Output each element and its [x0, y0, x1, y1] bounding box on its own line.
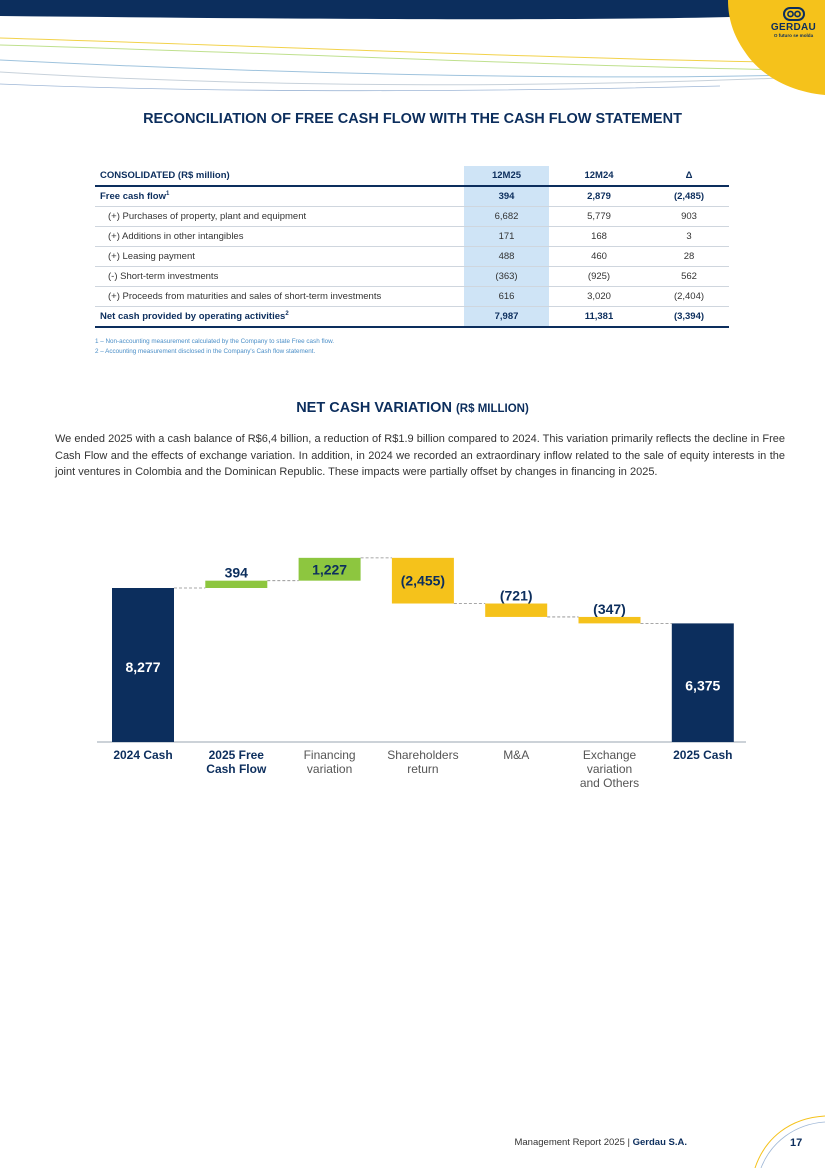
bar-4	[485, 604, 547, 617]
cell-12m24: 5,779	[549, 207, 649, 227]
cell-delta: 903	[649, 207, 729, 227]
header-delta: Δ	[649, 166, 729, 186]
data-label-1: 394	[224, 564, 248, 581]
row-label: (-) Short-term investments	[95, 267, 464, 287]
category-label-2-line-0: Financing	[303, 748, 356, 762]
data-label-3: (2,455)	[400, 572, 446, 589]
row-label: (+) Purchases of property, plant and equipment	[95, 207, 464, 227]
cell-delta: (2,485)	[649, 186, 729, 207]
category-label-0-line-0: 2024 Cash	[113, 748, 173, 762]
cell-12m25: 6,682	[464, 207, 549, 227]
cell-12m24: 2,879	[549, 186, 649, 207]
category-label-5-line-1: variation	[586, 762, 633, 776]
footer-arcs-decoration	[745, 1108, 825, 1168]
category-label-3-line-0: Shareholders	[387, 748, 459, 762]
cell-12m25: 616	[464, 287, 549, 307]
category-label-2-line-1: variation	[306, 762, 353, 776]
logo-text: GERDAU	[770, 22, 817, 33]
row-label: (+) Proceeds from maturities and sales of short-term investments	[95, 287, 464, 307]
cell-12m24: 3,020	[549, 287, 649, 307]
page-number: 17	[790, 1137, 803, 1149]
data-label-4: (721)	[499, 587, 533, 604]
row-label: (+) Additions in other intangibles	[95, 227, 464, 247]
body-paragraph: We ended 2025 with a cash balance of R$6,4 billion, a reduction of R$1.9 billion compared to 2024. This variation primarily reflects the decline in Free Cash Flow and the effects of exchange variation. In addition, in 2024 we recorded an extraordinary inflow related to the sale of equity interests in the joint ventures in Colombia and the Dominican Republic. These impacts were partially offset by changes in financing in 2025.	[55, 433, 785, 478]
category-label-1-line-0: 2025 Free	[208, 748, 264, 762]
header-12m25: 12M25	[464, 166, 549, 186]
cell-12m25: 488	[464, 247, 549, 267]
cell-delta: (3,394)	[649, 307, 729, 328]
footer-text: Management Report 2025	[514, 1137, 625, 1148]
cell-delta: 562	[649, 267, 729, 287]
row-label: (+) Leasing payment	[95, 247, 464, 267]
cell-delta: 3	[649, 227, 729, 247]
footer: Management Report 2025 | Gerdau S.A.	[514, 1137, 687, 1148]
footnote-1: 1 – Non-accounting measurement calculated by the Company to state Free cash flow.	[95, 338, 335, 345]
section-title-unit: (R$ MILLION)	[455, 403, 529, 415]
cell-12m25: (363)	[464, 267, 549, 287]
row-label: Free cash flow$^1$	[95, 186, 464, 207]
cell-12m24: 11,381	[549, 307, 649, 328]
section-title-main: NET CASH VARIATION	[296, 400, 452, 416]
footer-company: Gerdau S.A.	[632, 1137, 687, 1148]
header-12m24: 12M24	[549, 166, 649, 186]
data-label-2: 1,227	[312, 561, 348, 578]
cell-delta: 28	[649, 247, 729, 267]
footnote-2: 2 – Accounting measurement disclosed in the Company's Cash flow statement.	[95, 348, 316, 355]
data-label-5: (347)	[593, 600, 626, 617]
row-label: Net cash provided by operating activities$^2$	[95, 307, 464, 328]
header-consolidated: CONSOLIDATED (R$ million)	[95, 166, 464, 186]
data-label-0: 8,277	[125, 659, 161, 675]
category-label-6-line-0: 2025 Cash	[673, 748, 733, 762]
bar-5	[579, 617, 641, 623]
cell-12m25: 394	[464, 186, 549, 207]
logo-tagline: O futuro se molda	[773, 33, 814, 38]
category-label-3-line-1: return	[407, 762, 439, 776]
category-label-5-line-2: and Others	[579, 776, 640, 790]
category-label-4-line-0: M&A	[503, 748, 530, 762]
category-label-1-line-1: Cash Flow	[206, 762, 267, 776]
cell-12m24: (925)	[549, 267, 649, 287]
cell-12m24: 460	[549, 247, 649, 267]
cell-12m25: 7,987	[464, 307, 549, 328]
cell-12m24: 168	[549, 227, 649, 247]
category-label-5-line-0: Exchange	[582, 748, 637, 762]
cell-delta: (2,404)	[649, 287, 729, 307]
data-label-6: 6,375	[685, 677, 721, 694]
bar-1	[205, 581, 267, 588]
cell-12m25: 171	[464, 227, 549, 247]
section-title-reconciliation: RECONCILIATION OF FREE CASH FLOW WITH THE CASH FLOW STATEMENT	[143, 111, 682, 127]
